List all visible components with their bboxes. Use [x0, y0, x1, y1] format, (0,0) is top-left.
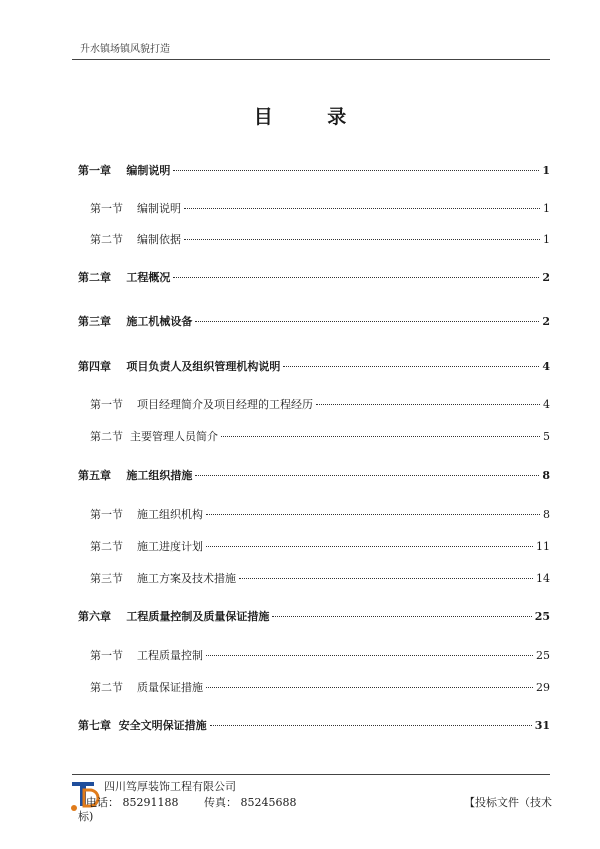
toc-entry-label: 第一节 工程质量控制 — [90, 649, 203, 662]
toc-page-number: 2 — [542, 271, 550, 284]
toc-entry-label: 第二节 主要管理人员简介 — [90, 430, 218, 443]
toc-chapter-entry[interactable] — [78, 718, 550, 734]
page-title: 目 录 — [253, 106, 371, 128]
toc-entry-label: 第五章 施工组织措施 — [78, 469, 193, 482]
toc-page-number: 25 — [534, 610, 550, 623]
toc-entry-label: 第一节 施工组织机构 — [90, 508, 203, 521]
footer-document-label-tail: 标) — [78, 810, 94, 823]
toc-leader-dots — [206, 655, 533, 656]
toc-leader-dots — [272, 616, 531, 617]
toc-section-entry[interactable] — [90, 507, 550, 523]
toc-section-entry[interactable] — [90, 571, 550, 587]
toc-entry-label: 第二节 质量保证措施 — [90, 681, 203, 694]
toc-page-number: 25 — [536, 649, 550, 662]
toc-page-number: 1 — [543, 202, 550, 215]
toc-section-entry[interactable] — [90, 429, 550, 445]
toc-leader-dots — [283, 366, 539, 367]
toc-leader-dots — [316, 404, 540, 405]
toc-page-number: 1 — [542, 164, 550, 177]
toc-entry-label: 第四章 项目负责人及组织管理机构说明 — [78, 360, 281, 373]
header-text: 升水镇场镇风貌打造 — [80, 44, 170, 55]
toc-entry-label: 第二节 施工进度计划 — [90, 540, 203, 553]
toc-leader-dots — [195, 475, 539, 476]
footer-company-name: 四川笃厚装饰工程有限公司 — [104, 780, 236, 793]
toc-chapter-entry[interactable] — [78, 468, 550, 484]
toc-page-number: 8 — [543, 508, 550, 521]
toc-section-entry[interactable] — [90, 201, 550, 217]
toc-leader-dots — [173, 277, 539, 278]
toc-leader-dots — [221, 436, 540, 437]
toc-section-entry[interactable] — [90, 539, 550, 555]
toc-chapter-entry[interactable] — [78, 314, 550, 330]
toc-page-number: 29 — [536, 681, 550, 694]
toc-leader-dots — [206, 546, 533, 547]
toc-page-number: 11 — [536, 540, 550, 553]
toc-chapter-entry[interactable] — [78, 163, 550, 179]
footer-divider — [72, 774, 550, 775]
toc-section-entry[interactable] — [90, 680, 550, 696]
toc-chapter-entry[interactable] — [78, 359, 550, 375]
toc-entry-label: 第三节 施工方案及技术措施 — [90, 572, 236, 585]
toc-page-number: 4 — [543, 398, 550, 411]
header-divider — [72, 59, 550, 60]
toc-entry-label: 第二节 编制依据 — [90, 233, 181, 246]
toc-leader-dots — [206, 687, 533, 688]
footer-phone: 电话： 85291188 — [86, 796, 179, 809]
toc-leader-dots — [173, 170, 539, 171]
toc-section-entry[interactable] — [90, 397, 550, 413]
toc-leader-dots — [184, 208, 540, 209]
toc-chapter-entry[interactable] — [78, 609, 550, 625]
toc-entry-label: 第七章 安全文明保证措施 — [78, 719, 207, 732]
toc-entry-label: 第一章 编制说明 — [78, 164, 171, 177]
toc-leader-dots — [210, 725, 532, 726]
toc-leader-dots — [184, 239, 540, 240]
toc-page-number: 2 — [542, 315, 550, 328]
toc-entry-label: 第一节 项目经理简介及项目经理的工程经历 — [90, 398, 313, 411]
toc-entry-label: 第六章 工程质量控制及质量保证措施 — [78, 610, 270, 623]
footer-fax: 传真： 85245688 — [204, 796, 297, 809]
toc-page-number: 1 — [543, 233, 550, 246]
footer-document-label: 【投标文件（技术 — [464, 796, 552, 809]
toc-page-number: 4 — [542, 360, 550, 373]
toc-page-number: 8 — [542, 469, 550, 482]
toc-section-entry[interactable] — [90, 648, 550, 664]
toc-page-number: 5 — [543, 430, 550, 443]
toc-page-number: 31 — [534, 719, 550, 732]
toc-leader-dots — [206, 514, 540, 515]
toc-page-number: 14 — [536, 572, 550, 585]
toc-leader-dots — [239, 578, 533, 579]
toc-entry-label: 第二章 工程概况 — [78, 271, 171, 284]
toc-entry-label: 第一节 编制说明 — [90, 202, 181, 215]
toc-leader-dots — [195, 321, 539, 322]
toc-chapter-entry[interactable] — [78, 270, 550, 286]
toc-section-entry[interactable] — [90, 232, 550, 248]
toc-entry-label: 第三章 施工机械设备 — [78, 315, 193, 328]
